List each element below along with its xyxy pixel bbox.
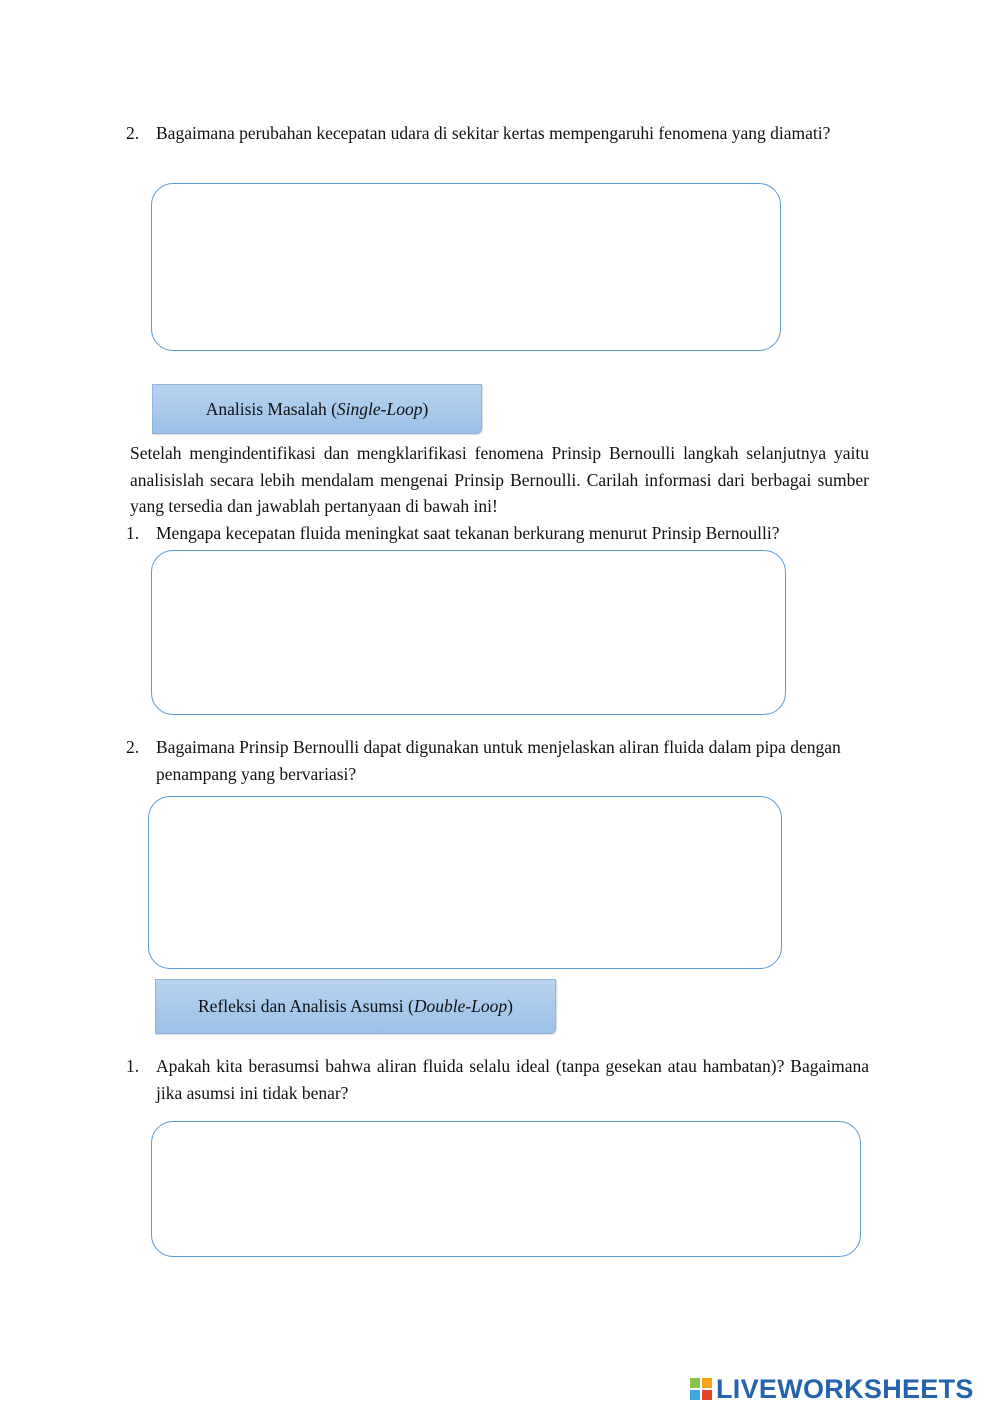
answer-box-question-1-fluid-speed[interactable]	[151, 550, 786, 715]
section-title-italic: Single-Loop	[336, 398, 423, 419]
question-number: 1.	[126, 1056, 140, 1076]
question-text: Bagaimana Prinsip Bernoulli dapat digunakan untuk menjelaskan aliran fluida dalam pipa dengan penampang yang bervariasi?	[156, 737, 841, 784]
section-title: Refleksi dan Analisis Asumsi (Double-Loop)	[198, 996, 513, 1016]
question-text: Bagaimana perubahan kecepatan udara di sekitar kertas mempengaruhi fenomena yang diamati?	[156, 123, 831, 143]
question-2-pipe-flow	[126, 734, 869, 790]
liveworksheets-logo	[690, 1373, 974, 1405]
question-number: 2.	[126, 123, 140, 143]
answer-box-question-2-air-speed[interactable]	[151, 183, 781, 351]
question-2-air-speed	[126, 120, 869, 176]
single-loop-intro-paragraph: Setelah mengindentifikasi dan mengklarifikasi fenomena Prinsip Bernoulli langkah selanjutnya yaitu analisislah secara lebih mendalam mengenai Prinsip Bernoulli. Carilah informasi dari berbagai sumber yang tersedia dan jawablah pertanyaan di bawah ini!	[130, 443, 869, 516]
question-number: 1.	[126, 523, 140, 543]
question-1-fluid-speed	[126, 520, 869, 548]
section-tab-single-loop	[152, 384, 482, 434]
logo-text: LIVEWORKSHEETS	[716, 1373, 974, 1404]
question-1-ideal-flow	[126, 1053, 869, 1109]
question-text: Mengapa kecepatan fluida meningkat saat tekanan berkurang menurut Prinsip Bernoulli?	[156, 523, 780, 543]
question-number: 2.	[126, 737, 140, 757]
logo-mark-icon	[690, 1378, 712, 1400]
answer-box-question-2-pipe-flow[interactable]	[148, 796, 782, 969]
answer-box-question-1-ideal-flow[interactable]	[151, 1121, 861, 1257]
section-title-italic: Double-Loop	[413, 996, 508, 1016]
section-title: Analisis Masalah (Single-Loop)	[205, 398, 429, 419]
question-text: Apakah kita berasumsi bahwa aliran fluida selalu ideal (tanpa gesekan atau hambatan)? Bagaimana jika asumsi ini tidak benar?	[156, 1056, 869, 1103]
section-tab-double-loop	[155, 979, 556, 1034]
